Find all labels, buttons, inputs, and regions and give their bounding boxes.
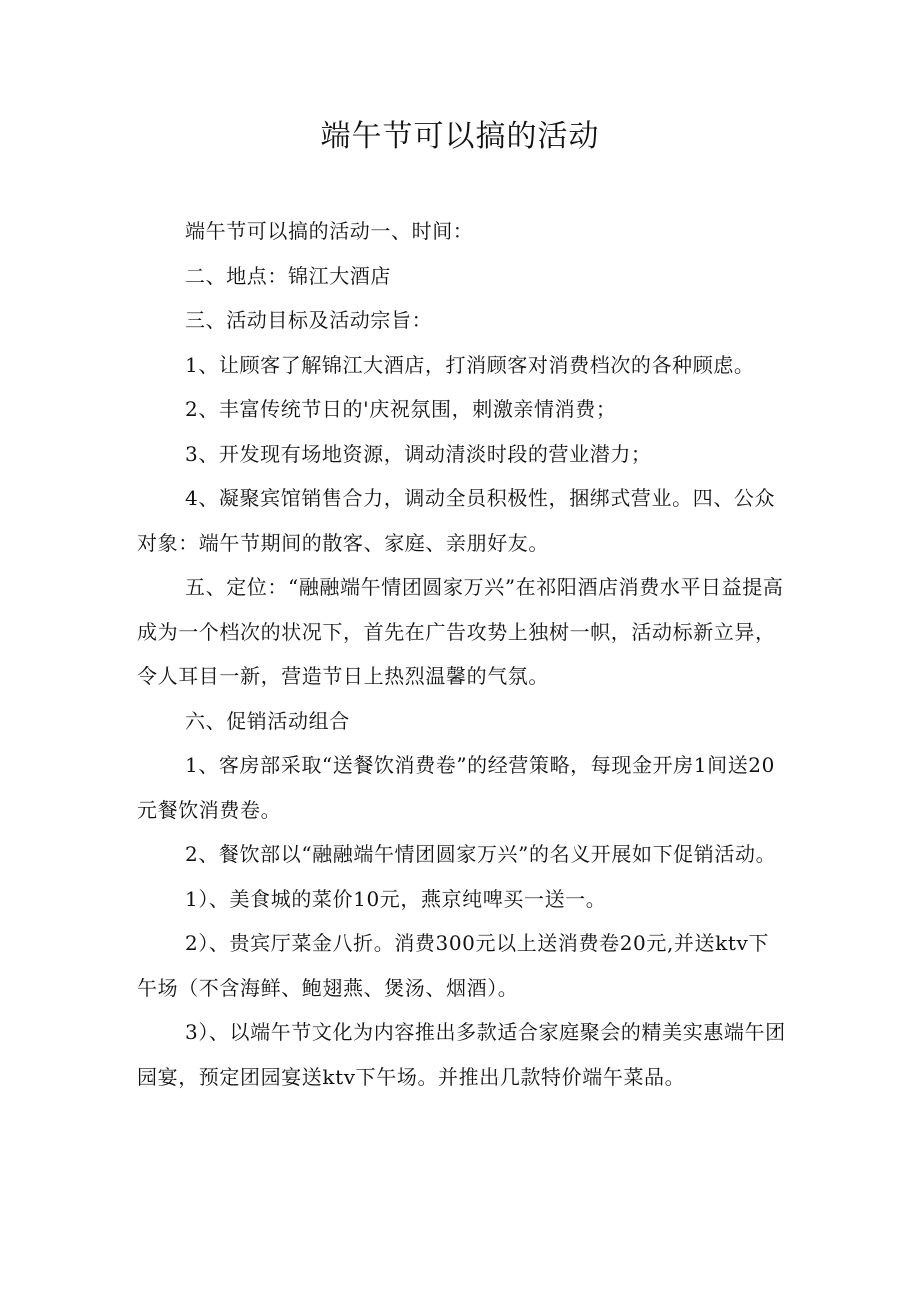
paragraph-promotion-2: 2、餐饮部以“融融端午情团圆家万兴”的名义开展如下促销活动。 — [185, 842, 777, 866]
paragraph-promotion-heading: 六、促销活动组合 — [185, 708, 350, 733]
paragraph-goal-4: 4、凝聚宾馆销售合力，调动全员积极性，捆绑式营业。四、公众对象：端午节期间的散客、家庭、亲朋好友。 — [137, 486, 776, 555]
paragraph-positioning: 五、定位：“融融端午情团圆家万兴”在祁阳酒店消费水平日益提高成为一个档次的状况下，首先在广告攻势上独树一帜，活动标新立异，令人耳目一新，营造节日上热烈温馨的气氛。 — [137, 575, 784, 688]
paragraph-location: 二、地点：锦江大酒店 — [185, 263, 391, 288]
paragraph-promotion-2-2: 2）、贵宾厅菜金八折。消费300元以上送消费卷20元,并送ktv下午场（不含海鲜、鲍翅燕、煲汤、烟酒）。 — [137, 931, 769, 1000]
paragraph-goals-heading: 三、活动目标及活动宗旨： — [185, 308, 433, 332]
paragraph-promotion-1: 1、客房部采取“送餐饮消费卷”的经营策略，每现金开房1间送20元餐饮消费卷。 — [137, 753, 775, 822]
paragraph-goal-3: 3、开发现有场地资源，调动清淡时段的营业潜力； — [185, 441, 652, 466]
paragraph-time: 端午节可以搞的活动一、时间： — [185, 219, 474, 243]
paragraph-promotion-2-1: 1）、美食城的菜价10元，燕京纯啤买一送一。 — [185, 886, 607, 911]
paragraph-goal-2: 2、丰富传统节日的'庆祝氛围，刺激亲情消费； — [185, 397, 617, 421]
paragraph-goal-1: 1、让顾客了解锦江大酒店，打消顾客对消费档次的各种顾虑。 — [185, 352, 755, 377]
document-body — [137, 209, 787, 1099]
paragraph-promotion-2-3: 3）、以端午节文化为内容推出多款适合家庭聚会的精美实惠端午团园宴，预定团园宴送ktv下午场。并推出几款特价端午菜品。 — [137, 1020, 786, 1089]
document-title: 端午节可以搞的活动 — [320, 119, 600, 154]
